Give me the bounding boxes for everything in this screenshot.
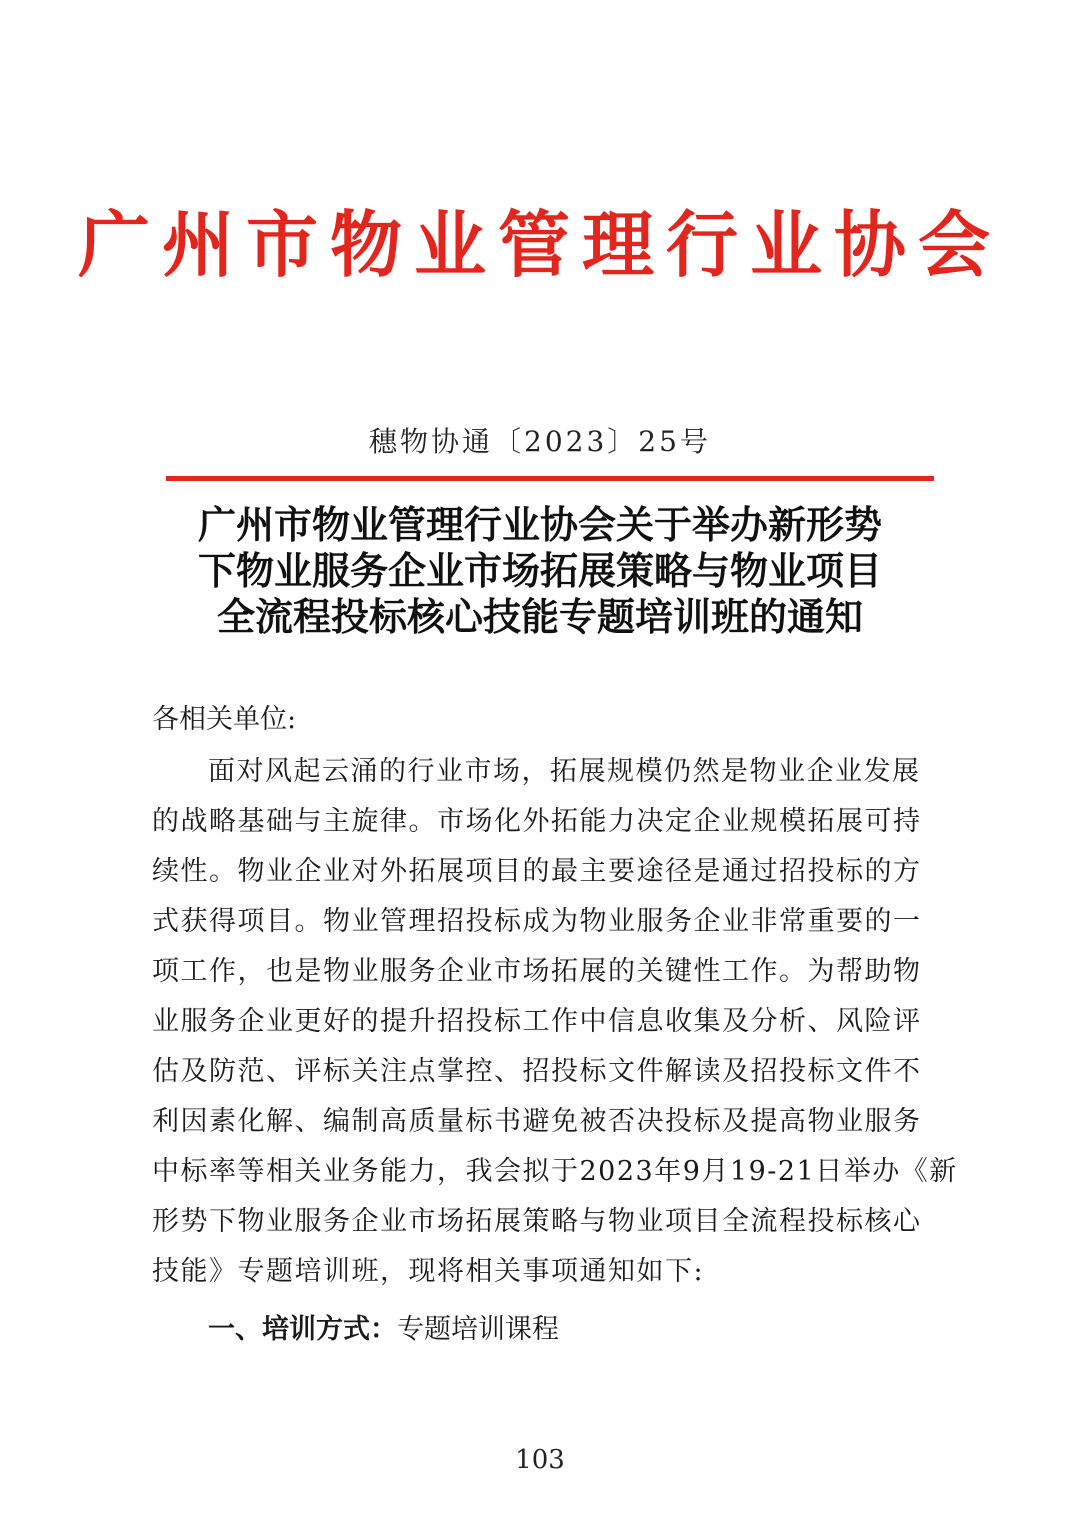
body-line: 估及防范、评标关注点掌控、招投标文件解读及招投标文件不 (152, 1056, 922, 1087)
body-line: 的战略基础与主旋律。市场化外拓能力决定企业规模拓展可持 (152, 806, 922, 837)
body-line: 面对风起云涌的行业市场，拓展规模仍然是物业企业发展 (208, 756, 921, 787)
section-content: 专题培训课程 (397, 1314, 559, 1345)
body-line: 项工作，也是物业服务企业市场拓展的关键性工作。为帮助物 (152, 956, 922, 987)
document-number: 穗物协通〔2023〕25号 (369, 425, 711, 458)
body-line: 利因素化解、编制高质量标书避免被否决投标及提高物业服务 (152, 1106, 922, 1137)
body-line: 技能》专题培训班，现将相关事项通知如下: (152, 1256, 705, 1287)
body-line: 式获得项目。物业管理招投标成为物业服务企业非常重要的一 (152, 906, 922, 937)
body-line: 续性。物业企业对外拓展项目的最主要途径是通过招投标的方 (152, 856, 922, 887)
section-heading: 一、培训方式： (208, 1314, 397, 1345)
notice-title (130, 502, 950, 640)
page-number: 103 (515, 1445, 565, 1475)
notice-body (152, 747, 958, 1297)
body-line: 形势下物业服务企业市场拓展策略与物业项目全流程投标核心 (152, 1206, 922, 1237)
notice-title-line: 全流程投标核心技能专题培训班的通知 (216, 595, 863, 639)
notice-title-line: 下物业服务企业市场拓展策略与物业项目 (197, 549, 882, 593)
body-line: 业服务企业更好的提升招投标工作中信息收集及分析、风险评 (152, 1006, 922, 1037)
salutation: 各相关单位: (152, 704, 297, 735)
section-training-method (208, 1308, 559, 1352)
body-line: 中标率等相关业务能力，我会拟于2023年9月19-21日举办《新 (152, 1156, 958, 1187)
notice-title-line: 广州市物业管理行业协会关于举办新形势 (197, 503, 882, 547)
red-divider-line (166, 476, 934, 481)
org-header: 广州市物业管理行业协会 (77, 202, 1002, 287)
